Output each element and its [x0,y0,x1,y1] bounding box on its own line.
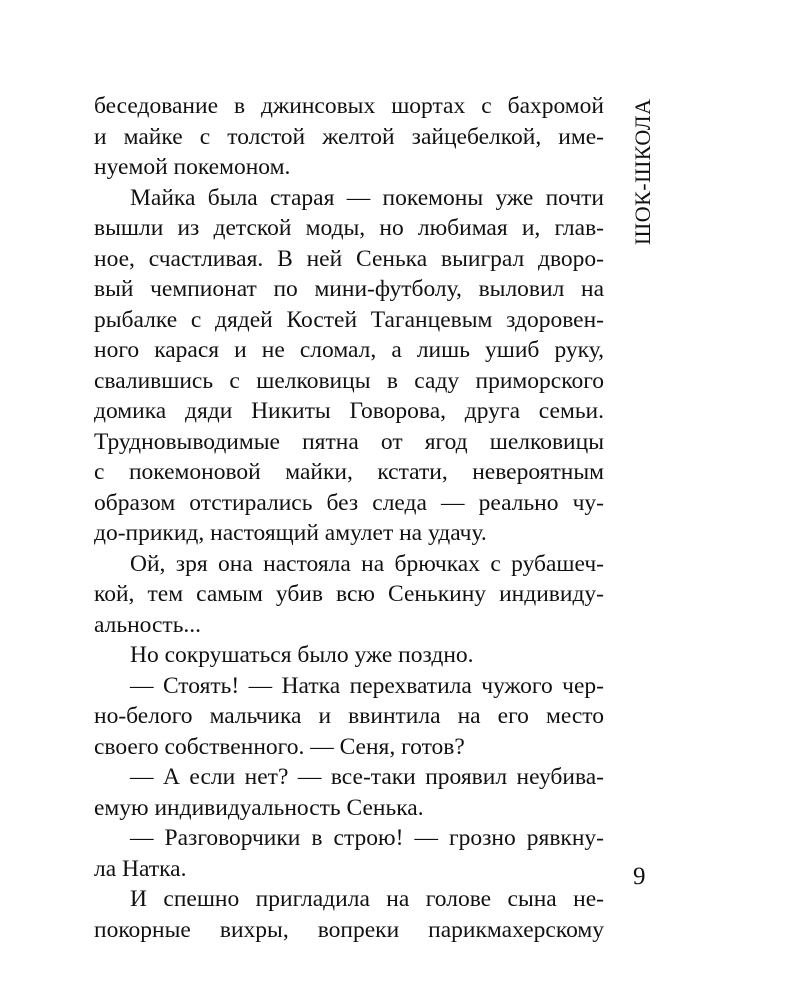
text-line: свалившись с шелковицы в саду приморского [94,367,604,394]
text-line: покорные вихры, вопреки парикмахерскому [94,916,604,943]
page-number: 9 [633,863,646,890]
text-line: кой, тем самым убив всю Сенькину индивиду- [94,581,604,607]
text-line: беседование в джинсовых шортах с бахромой [94,93,604,119]
text-line: с покемоновой майки, кстати, невероятным [94,459,604,485]
text-line: своего собственного. — Сеня, готов? [94,733,465,760]
text-line: но-белого мальчика и ввинтила на его место [94,703,604,729]
text-line: ла Натка. [94,855,187,882]
text-line: ное, счастливая. В ней Сенька выиграл дворо- [94,245,604,272]
text-line: Трудновыводимые пятна от ягод шелковицы [94,428,604,455]
running-head: ШОК-ШКОЛА [630,98,655,245]
text-line: Но сокрушаться было уже поздно. [130,642,474,668]
text-line: и майке с толстой желтой зайцебелкой, име- [94,123,604,150]
text-line: И спешно пригладила на голове сына не- [130,886,604,912]
text-line: Майка была старая — покемоны уже почти [130,184,604,211]
text-line: Ой, зря она настояла на брючках с рубашеч- [130,550,604,577]
text-line: емую индивидуальность Сенька. [94,794,424,821]
body-text [94,91,604,945]
text-line: до-прикид, настоящий амулет на удачу. [94,520,487,546]
text-line: нуемой покемоном. [94,154,291,180]
text-line: вышли из детской моды, но любимая и, глав- [94,215,604,241]
text-line: альность... [94,611,202,638]
text-line: домика дяди Никиты Говорова, друга семьи. [94,398,604,424]
text-line: — А если нет? — все-таки проявил неубива- [130,764,604,790]
text-line: — Разговорчики в строю! — грозно рявкну- [130,825,604,851]
text-line: вый чемпионат по мини-футболу, выловил на [94,276,604,302]
text-line: рыбалке с дядей Костей Таганцевым здоровен- [94,306,604,333]
text-line: — Стоять! — Натка перехватила чужого чер- [130,672,604,699]
text-line: образом отстирались без следа — реально чу- [94,489,604,516]
text-line: ного карася и не сломал, а лишь ушиб руку, [94,337,604,363]
